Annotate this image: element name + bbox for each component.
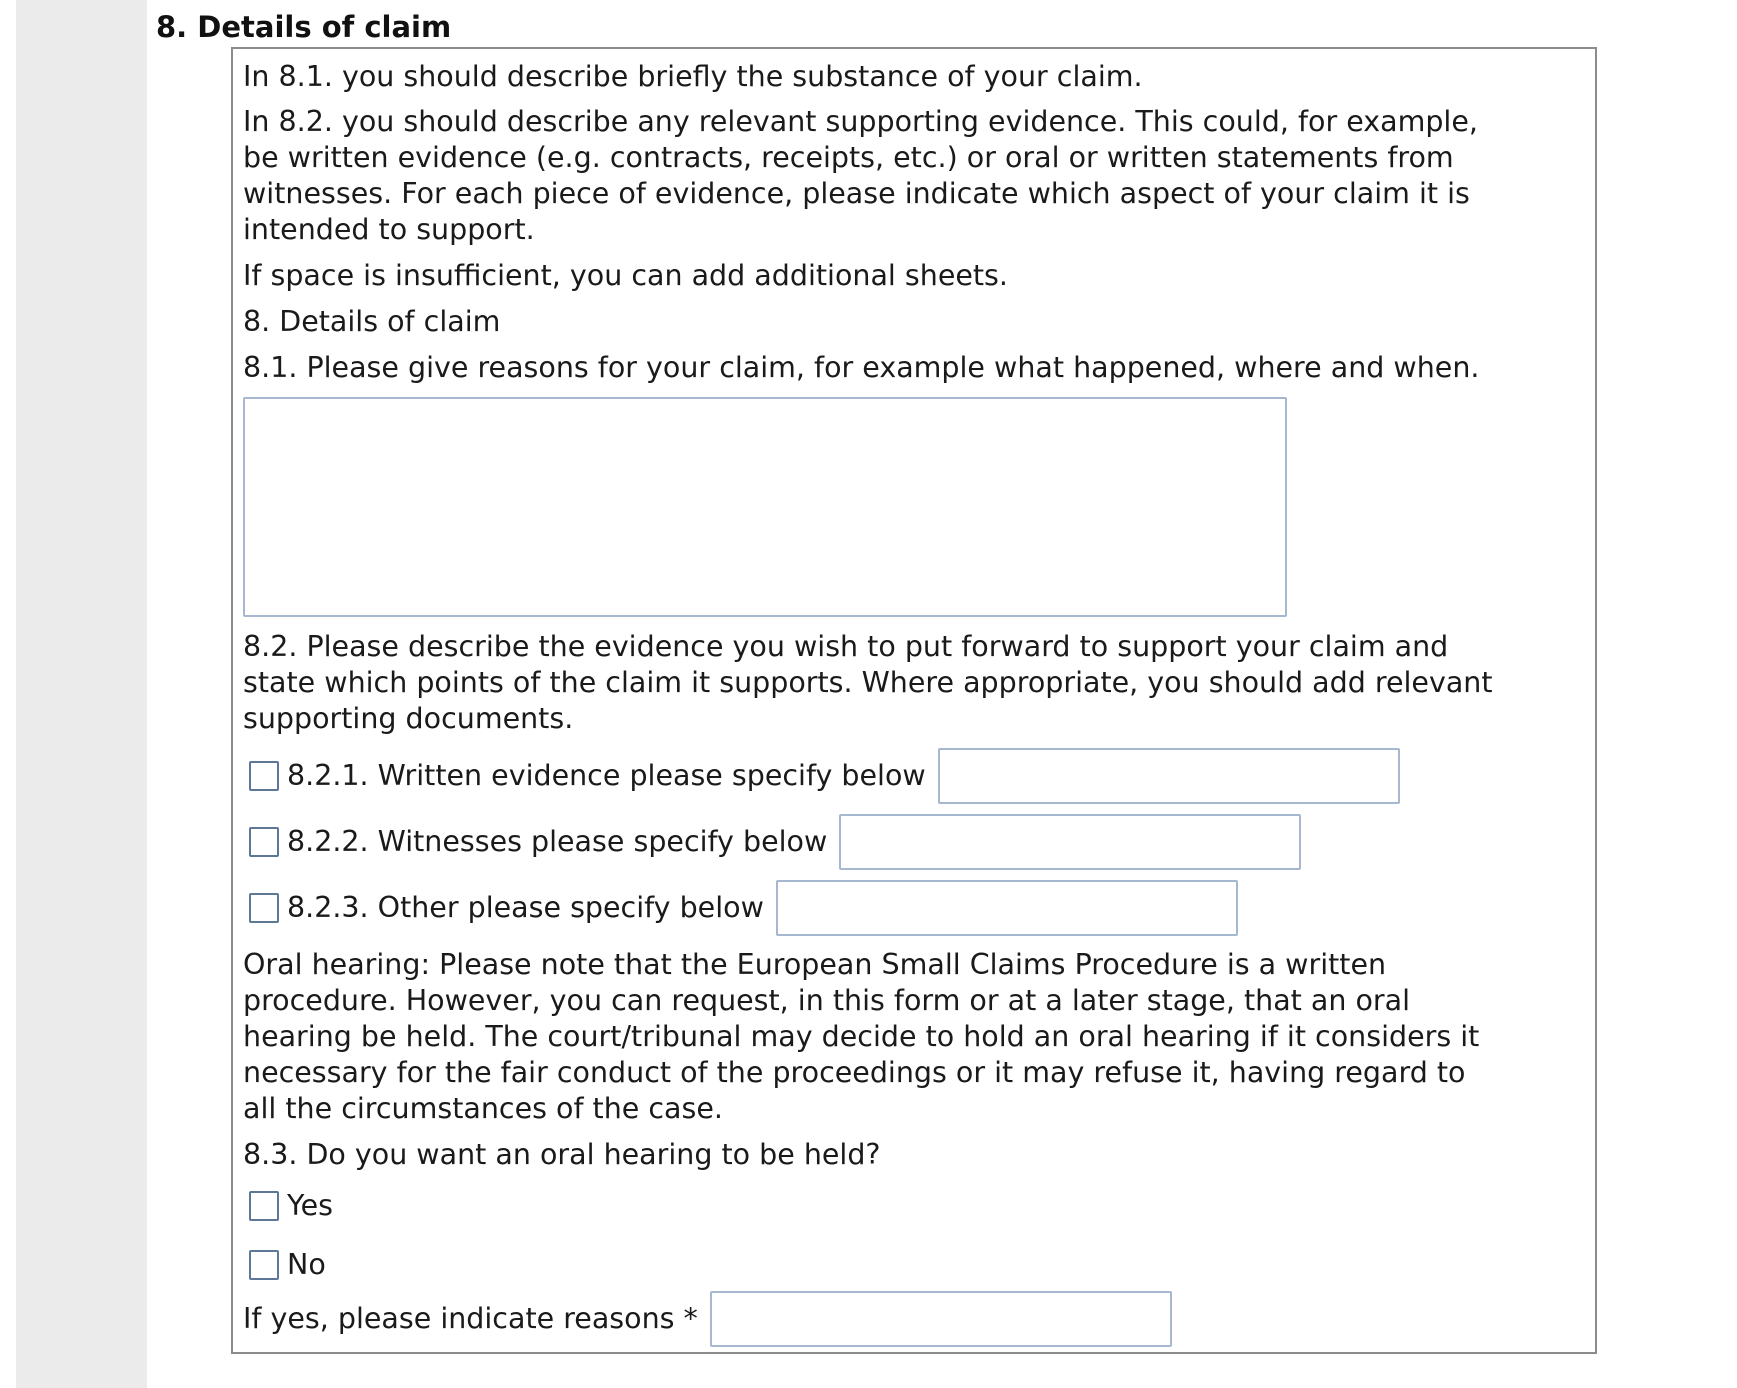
q8-2-label-line: state which points of the claim it supports. Where appropriate, you should add relevant: [243, 666, 1493, 699]
left-gutter: [16, 0, 147, 1388]
hearing-reasons-row: [243, 1299, 1172, 1339]
other-evidence-input[interactable]: [776, 880, 1238, 936]
instruction-8-2-line: In 8.2. you should describe any relevant supporting evidence. This could, for example,: [243, 105, 1478, 138]
oral-hearing-note-line: hearing be held. The court/tribunal may decide to hold an oral hearing if it considers it: [243, 1020, 1480, 1053]
instruction-8-2-line: intended to support.: [243, 213, 535, 246]
other-evidence-label: 8.2.3. Other please specify below: [287, 891, 764, 924]
other-evidence-checkbox[interactable]: [249, 893, 279, 923]
oral-hearing-no-row: [249, 1245, 326, 1285]
q8-1-label: 8.1. Please give reasons for your claim, for example what happened, where and when.: [243, 351, 1480, 384]
q8-2-label-line: supporting documents.: [243, 702, 574, 735]
claim-reasons-textarea[interactable]: [243, 397, 1287, 617]
hearing-reasons-input[interactable]: [710, 1291, 1172, 1347]
hearing-reasons-label: If yes, please indicate reasons *: [243, 1302, 698, 1335]
q8-2-label-line: 8.2. Please describe the evidence you wish to put forward to support your claim and: [243, 630, 1449, 663]
oral-hearing-yes-checkbox[interactable]: [249, 1191, 279, 1221]
other-evidence-row: [249, 888, 1238, 928]
instruction-8-2-line: witnesses. For each piece of evidence, please indicate which aspect of your claim it is: [243, 177, 1470, 210]
written-evidence-input[interactable]: [938, 748, 1400, 804]
oral-hearing-note-line: necessary for the fair conduct of the proceedings or it may refuse it, having regard to: [243, 1056, 1466, 1089]
oral-hearing-no-label: No: [287, 1248, 326, 1281]
witnesses-label: 8.2.2. Witnesses please specify below: [287, 825, 828, 858]
witnesses-input[interactable]: [839, 814, 1301, 870]
section-heading: 8. Details of claim: [156, 10, 452, 44]
written-evidence-label: 8.2.1. Written evidence please specify below: [287, 759, 926, 792]
instruction-8-1: In 8.1. you should describe briefly the substance of your claim.: [243, 60, 1143, 93]
oral-hearing-note-line: Oral hearing: Please note that the European Small Claims Procedure is a written: [243, 948, 1387, 981]
oral-hearing-yes-label: Yes: [287, 1189, 334, 1222]
oral-hearing-yes-row: [249, 1186, 333, 1226]
details-of-claim-panel: [231, 47, 1597, 1354]
space-note: If space is insufficient, you can add additional sheets.: [243, 259, 1008, 292]
oral-hearing-no-checkbox[interactable]: [249, 1250, 279, 1280]
written-evidence-row: [249, 756, 1400, 796]
witnesses-row: [249, 822, 1301, 862]
oral-hearing-note-line: all the circumstances of the case.: [243, 1092, 723, 1125]
instruction-8-2-line: be written evidence (e.g. contracts, receipts, etc.) or oral or written statements from: [243, 141, 1454, 174]
subsection-title: 8. Details of claim: [243, 305, 501, 338]
written-evidence-checkbox[interactable]: [249, 761, 279, 791]
oral-hearing-note-line: procedure. However, you can request, in this form or at a later stage, that an oral: [243, 984, 1411, 1017]
witnesses-checkbox[interactable]: [249, 827, 279, 857]
q8-3-label: 8.3. Do you want an oral hearing to be held?: [243, 1138, 881, 1171]
